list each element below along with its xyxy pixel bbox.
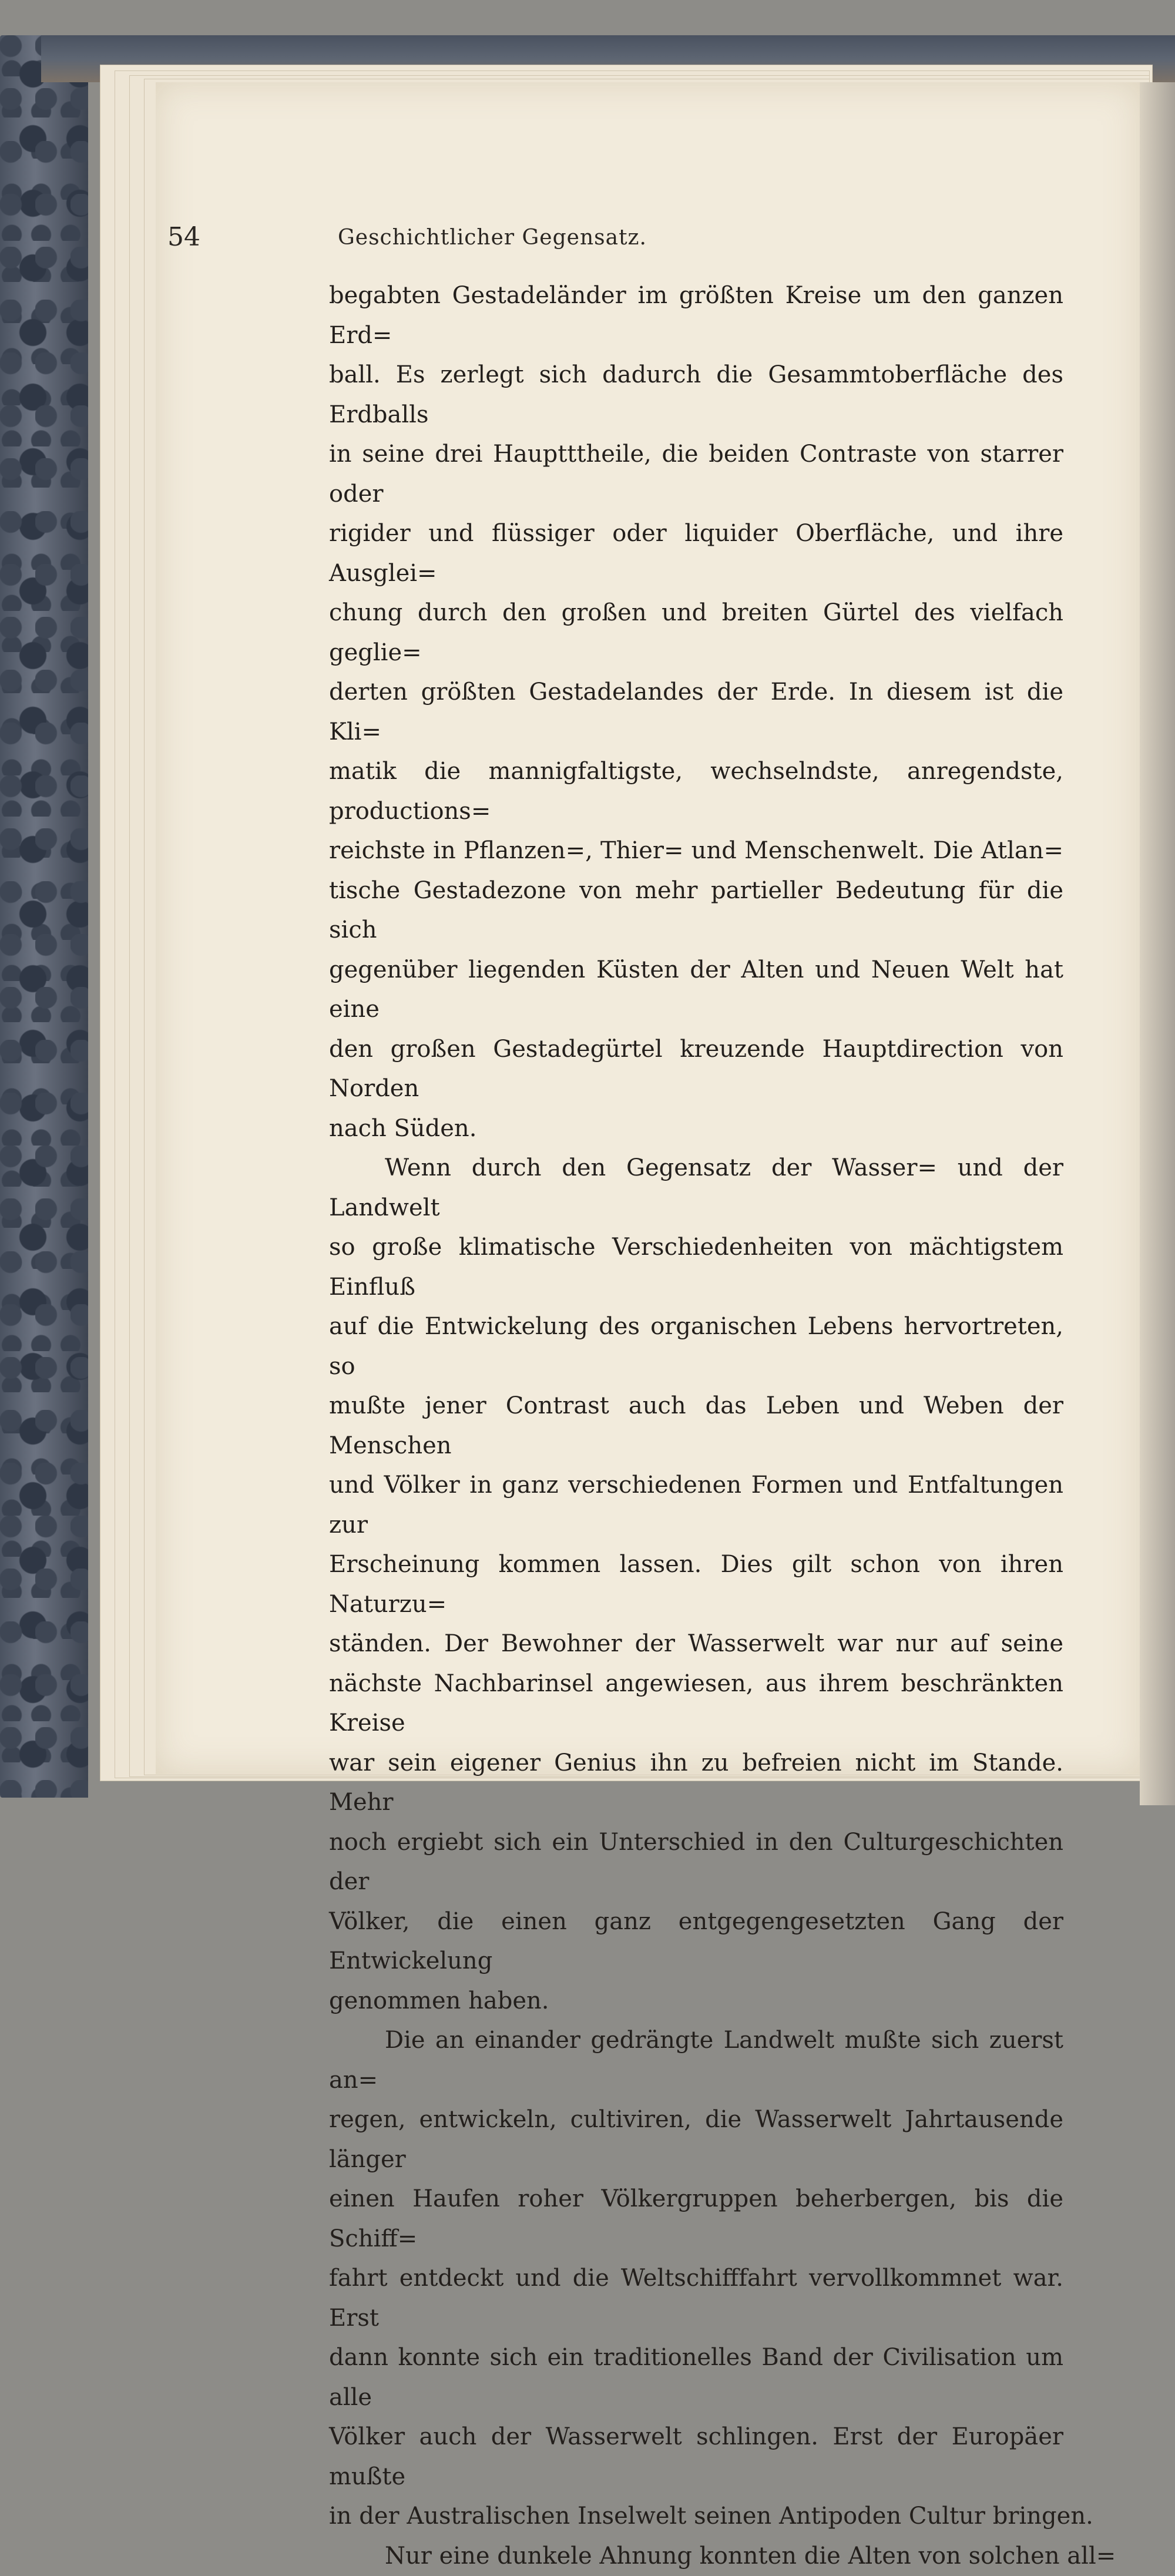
text-line: ständen. Der Bewohner der Wasserwelt war nur auf seine — [329, 1624, 1063, 1664]
text-line: noch ergiebt sich ein Unterschied in den Culturgeschichten der — [329, 1823, 1063, 1902]
text-line: Völker, die einen ganz entgegengesetzten Gang der Entwickelung — [329, 1902, 1063, 1981]
text-line: nach Süden. — [329, 1109, 1063, 1149]
book-cover-marbled — [0, 35, 88, 1798]
text-line: war sein eigener Genius ihn zu befreien nicht im Stande. Mehr — [329, 1744, 1063, 1823]
text-line: einen Haufen roher Völkergruppen beherbergen, bis die Schiff= — [329, 2179, 1063, 2259]
text-line: derten größten Gestadelandes der Erde. In diesem ist die Kli= — [329, 673, 1063, 752]
text-line: begabten Gestadeländer im größten Kreise um den ganzen Erd= — [329, 276, 1063, 355]
text-line: so große klimatische Verschiedenheiten von mächtigstem Einfluß — [329, 1228, 1063, 1307]
text-line: auf die Entwickelung des organischen Lebens hervortreten, so — [329, 1307, 1063, 1386]
page-header — [167, 222, 1072, 257]
text-line: fahrt entdeckt und die Weltschifffahrt vervollkommnet war. Erst — [329, 2259, 1063, 2338]
text-line: rigider und flüssiger oder liquider Oberfläche, und ihre Ausglei= — [329, 514, 1063, 593]
text-line: in seine drei Hauptttheile, die beiden Contraste von starrer oder — [329, 435, 1063, 514]
text-line: Wenn durch den Gegensatz der Wasser= und der Landwelt — [329, 1148, 1063, 1228]
running-head: Geschichtlicher Gegensatz. — [338, 226, 647, 250]
text-line: Nur eine dunkele Ahnung konnten die Alten von solchen all= — [329, 2537, 1063, 2576]
text-line: dann konnte sich ein traditionelles Band der Civilisation um alle — [329, 2338, 1063, 2417]
text-line: mußte jener Contrast auch das Leben und Weben der Menschen — [329, 1386, 1063, 1466]
text-line: und Völker in ganz verschiedenen Formen und Entfaltungen zur — [329, 1466, 1063, 1545]
text-line: chung durch den großen und breiten Gürtel des vielfach geglie= — [329, 593, 1063, 673]
paragraph — [329, 2537, 1063, 2576]
body-text — [329, 276, 1063, 2576]
paragraph — [329, 2021, 1063, 2537]
paragraph — [329, 276, 1063, 1148]
text-line: ball. Es zerlegt sich dadurch die Gesammtoberfläche des Erdballs — [329, 355, 1063, 435]
text-line: den großen Gestadegürtel kreuzende Hauptdirection von Norden — [329, 1030, 1063, 1109]
paragraph — [329, 1148, 1063, 2021]
text-line: nächste Nachbarinsel angewiesen, aus ihrem beschränkten Kreise — [329, 1664, 1063, 1744]
text-line: regen, entwickeln, cultiviren, die Wasserwelt Jahrtausende länger — [329, 2100, 1063, 2179]
text-line: genommen haben. — [329, 1981, 1063, 2021]
text-line: reichste in Pflanzen=, Thier= und Menschenwelt. Die Atlan= — [329, 831, 1063, 871]
text-line: Die an einander gedrängte Landwelt mußte sich zuerst an= — [329, 2021, 1063, 2100]
text-line: in der Australischen Inselwelt seinen Antipoden Cultur bringen. — [329, 2497, 1063, 2537]
page-number: 54 — [167, 222, 200, 252]
text-line: Erscheinung kommen lassen. Dies gilt schon von ihren Naturzu= — [329, 1545, 1063, 1624]
page-gutter — [1140, 82, 1175, 1805]
text-line: Völker auch der Wasserwelt schlingen. Erst der Europäer mußte — [329, 2417, 1063, 2497]
text-line: matik die mannigfaltigste, wechselndste, anregendste, productions= — [329, 752, 1063, 831]
text-line: tische Gestadezone von mehr partieller Bedeutung für die sich — [329, 871, 1063, 951]
text-line: gegenüber liegenden Küsten der Alten und Neuen Welt hat eine — [329, 951, 1063, 1030]
